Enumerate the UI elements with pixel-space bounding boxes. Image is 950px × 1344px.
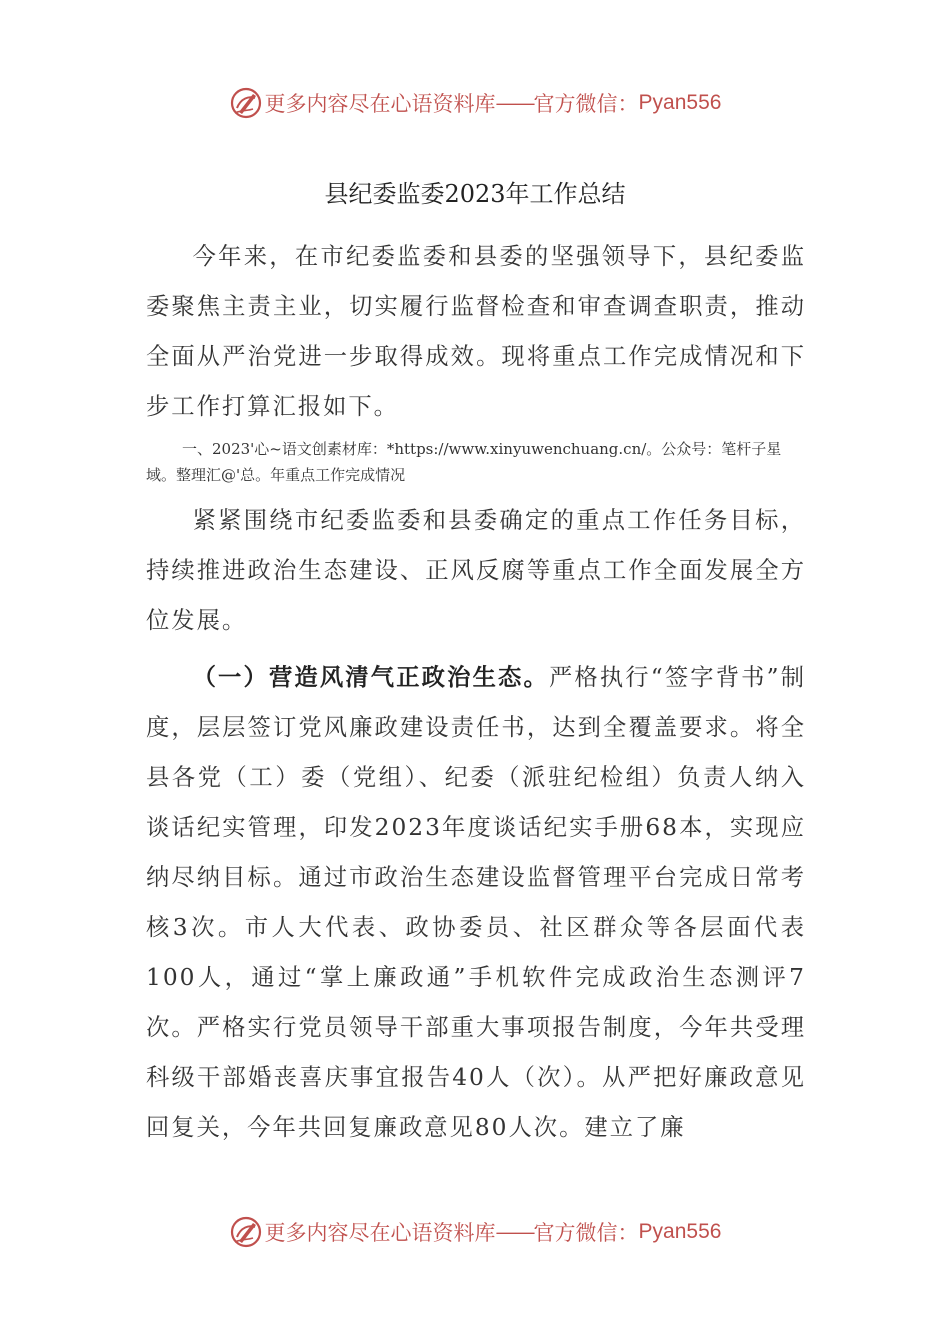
- header-watermark-banner: [0, 83, 950, 123]
- banner-wechat-label: 官方微信：: [533, 92, 639, 116]
- banner-wechat-label: 官方微信：: [533, 1221, 639, 1245]
- item-1-paragraph: [146, 653, 806, 1153]
- document-title: 县纪委监委2023年工作总结: [324, 180, 626, 208]
- banner-wechat-id: Pyan556: [638, 1220, 722, 1243]
- section-heading: 一、2023'心~语文创素材库：*https://www.xinyuwenchuang.cn/。公众号：笔杆子星域。整理汇@'总。年重点工作完成情况: [146, 440, 782, 484]
- pen-swirl-logo-icon: [229, 1215, 263, 1249]
- banner-dash: ——: [495, 91, 534, 115]
- banner-text: 更多内容尽在心语资料库: [264, 92, 496, 116]
- footer-watermark-banner: [0, 1212, 950, 1252]
- section-intro-paragraph: 紧紧围绕市纪委监委和县委确定的重点工作任务目标，持续推进政治生态建设、正风反腐等重点工作全面发展全方位发展。: [146, 507, 806, 634]
- intro-paragraph: 今年来，在市纪委监委和县委的坚强领导下，县纪委监委聚焦主责主业，切实履行监督检查和审查调查职责，推动全面从严治党进一步取得成效。现将重点工作完成情况和下步工作打算汇报如下。: [146, 243, 806, 420]
- banner-dash: ——: [495, 1220, 534, 1244]
- item-1-body: 严格执行“签字背书”制度，层层签订党风廉政建设责任书，达到全覆盖要求。将全县各党（工）委（党组）、纪委（派驻纪检组）负责人纳入谈话纪实管理，印发2023年度谈话纪实手册68本，实现应纳尽纳目标。通过市政治生态建设监督管理平台完成日常考核3次。市人大代表、政协委员、社区群众等各层面代表100人，通过“掌上廉政通”手机软件完成政治生态测评7次。严格实行党员领导干部重大事项报告制度，今年共受理科级干部婚丧喜庆事宜报告40人（次）。从严把好廉政意见回复关，今年共回复廉政意见80人次。建立了廉: [146, 664, 806, 1141]
- banner-text: 更多内容尽在心语资料库: [264, 1221, 496, 1245]
- banner-wechat-id: Pyan556: [638, 91, 722, 114]
- pen-swirl-logo-icon: [229, 86, 263, 120]
- item-1-lead: （一）营造风清气正政治生态。: [192, 664, 549, 691]
